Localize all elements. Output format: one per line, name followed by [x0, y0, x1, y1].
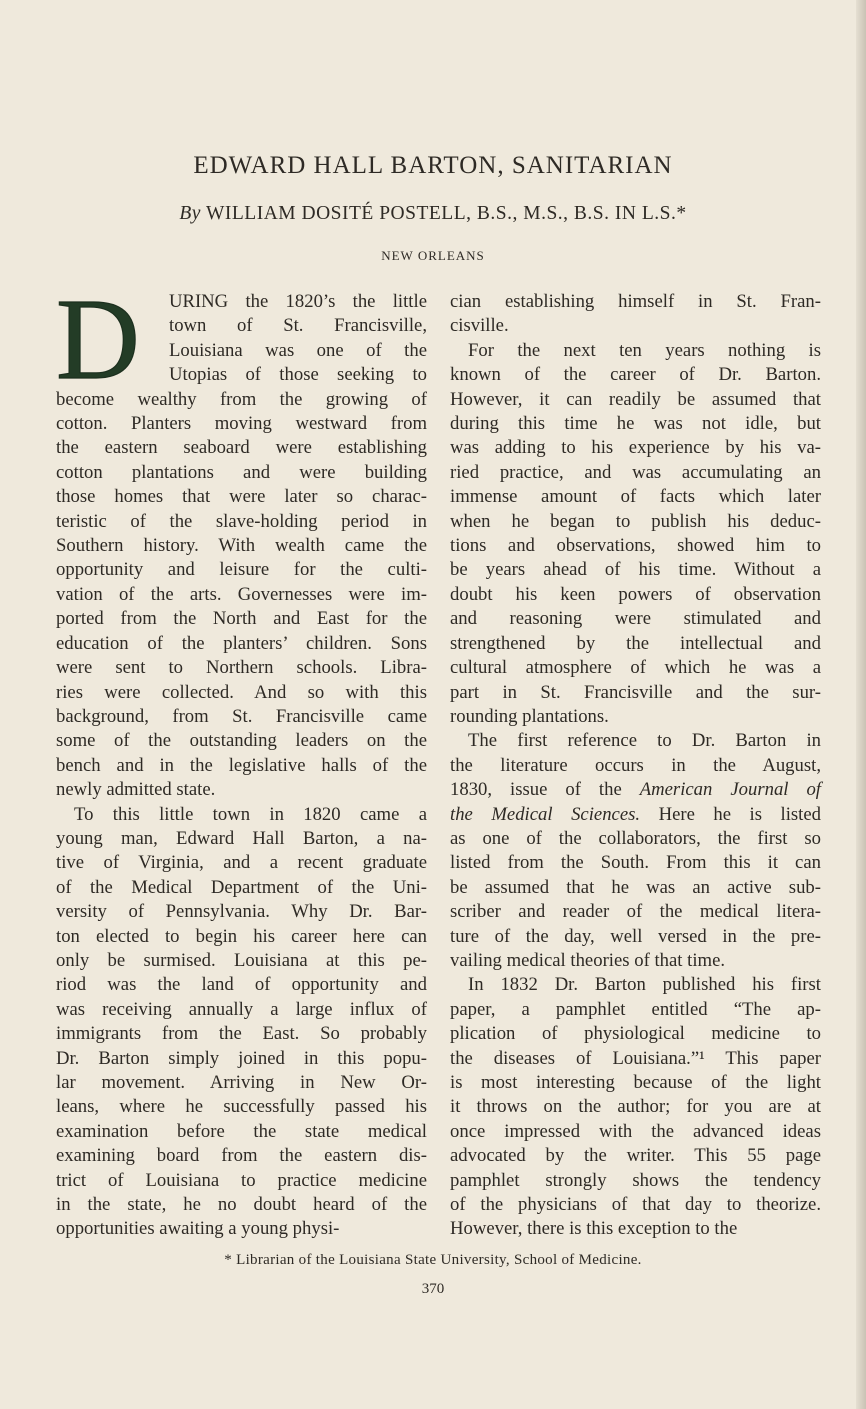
text-line: only be surmised. Louisiana at this pe-: [56, 949, 427, 971]
text-line: the Medical Sciences. Here he is listed: [450, 803, 821, 825]
byline: [0, 203, 866, 225]
text-line: Utopias of those seeking to: [169, 364, 427, 386]
text-line: tions and observations, showed him to: [450, 535, 821, 557]
text-line: newly admitted state.: [56, 779, 216, 801]
text-line: teristic of the slave-holding period in: [56, 510, 427, 532]
text-line: some of the outstanding leaders on the: [56, 730, 427, 752]
text-line: known of the career of Dr. Barton.: [450, 364, 821, 386]
text-line: town of St. Francisville,: [169, 315, 427, 337]
text-line: once impressed with the advanced ideas: [450, 1120, 821, 1142]
text-line: of the physicians of that day to theorize.: [450, 1194, 821, 1216]
text-line: advocated by the writer. This 55 page: [450, 1145, 821, 1167]
text-line: ture of the day, well versed in the pre-: [450, 925, 821, 947]
text-line: immense amount of facts which later: [450, 486, 821, 508]
text-line: For the next ten years nothing is: [468, 339, 821, 361]
text-line: immigrants from the East. So probably: [56, 1023, 427, 1045]
text-line: leans, where he successfully passed his: [56, 1096, 427, 1118]
text-line: rounding plantations.: [450, 705, 609, 727]
text-line: plication of physiological medicine to: [450, 1023, 821, 1045]
text-line: during this time he was not idle, but: [450, 413, 821, 435]
text-line: tive of Virginia, and a recent graduate: [56, 852, 427, 874]
text-line: were sent to Northern schools. Libra-: [56, 657, 427, 679]
text-line: doubt his keen powers of observation: [450, 583, 821, 605]
text-line: when he began to publish his deduc-: [450, 510, 821, 532]
text-line: ried practice, and was accumulating an: [450, 461, 821, 483]
text-line: background, from St. Francisville came: [56, 705, 427, 727]
text-line: trict of Louisiana to practice medicine: [56, 1169, 427, 1191]
text-line: examining board from the eastern dis-: [56, 1145, 427, 1167]
text-line: education of the planters’ children. Sons: [56, 632, 427, 654]
text-line: the diseases of Louisiana.”¹ This paper: [450, 1047, 821, 1069]
text-line: young man, Edward Hall Barton, a na-: [56, 827, 427, 849]
text-line: cotton. Planters moving westward from: [56, 413, 427, 435]
text-line: the eastern seaboard were establishing: [56, 437, 427, 459]
text-line: Louisiana was one of the: [169, 339, 427, 361]
text-line: is most interesting because of the light: [450, 1072, 821, 1093]
text-line: However, there is this exception to the: [450, 1218, 738, 1240]
text-line: was receiving annually a large influx of: [56, 998, 427, 1020]
text-line: ries were collected. And so with this: [56, 681, 427, 703]
text-line: Southern history. With wealth came the: [56, 535, 427, 557]
text-line: cultural atmosphere of which he was a: [450, 657, 821, 679]
footnote: * Librarian of the Louisiana State University, School of Medicine.: [224, 1252, 642, 1268]
text-line: However, it can readily be assumed that: [450, 388, 821, 410]
text-line: ported from the North and East for the: [56, 608, 427, 630]
text-line: examination before the state medical: [56, 1120, 427, 1142]
byline-prefix: By: [179, 203, 201, 224]
text-line: strengthened by the intellectual and: [450, 632, 821, 654]
text-line: opportunities awaiting a young physi-: [56, 1218, 340, 1240]
text-line: scriber and reader of the medical litera-: [450, 901, 821, 923]
text-line: URING the 1820’s the little: [169, 291, 427, 312]
text-line: be assumed that he was an active sub-: [450, 876, 821, 898]
text-line: pamphlet strongly shows the tendency: [450, 1169, 821, 1191]
text-line: part in St. Francisville and the sur-: [450, 681, 821, 703]
text-line: those homes that were later so charac-: [56, 486, 427, 508]
text-line: opportunity and leisure for the culti-: [56, 559, 427, 581]
text-line: cian establishing himself in St. Fran-: [450, 291, 821, 312]
text-line: 1830, issue of the American Journal of: [450, 779, 821, 801]
text-line: vation of the arts. Governesses were im-: [56, 583, 427, 605]
text-line: Dr. Barton simply joined in this popu-: [56, 1047, 427, 1069]
text-line: and reasoning were stimulated and: [450, 608, 821, 630]
text-line: as one of the collaborators, the first so: [450, 827, 821, 849]
text-line: bench and in the legislative halls of the: [56, 754, 427, 776]
text-line: versity of Pennsylvania. Why Dr. Bar-: [56, 901, 427, 923]
text-line: it throws on the author; for you are at: [450, 1096, 821, 1118]
text-line: ton elected to begin his career here can: [56, 925, 427, 947]
text-line: of the Medical Department of the Uni-: [56, 876, 427, 898]
article-title: EDWARD HALL BARTON, SANITARIAN: [193, 152, 673, 179]
author-name: WILLIAM DOSITÉ POSTELL, B.S., M.S., B.S. IN L.S.*: [206, 203, 687, 224]
text-line: in the state, he no doubt heard of the: [56, 1194, 427, 1216]
text-line: listed from the South. From this it can: [450, 852, 821, 874]
left-column: [56, 290, 427, 1242]
text-line: become wealthy from the growing of: [56, 388, 427, 410]
text-line: The first reference to Dr. Barton in: [468, 730, 821, 752]
text-line: cotton plantations and were building: [56, 461, 427, 483]
text-line: was adding to his experience by his va-: [450, 437, 821, 459]
text-line: riod was the land of opportunity and: [56, 974, 427, 996]
text-line: the literature occurs in the August,: [450, 754, 821, 776]
drop-cap-letter: D: [56, 292, 140, 382]
page-number: 370: [421, 1281, 445, 1297]
text-line: vailing medical theories of that time.: [450, 949, 726, 971]
text-line: In 1832 Dr. Barton published his first: [468, 974, 821, 996]
text-line: cisville.: [450, 315, 509, 337]
text-line: lar movement. Arriving in New Or-: [56, 1072, 427, 1093]
text-line: be years ahead of his time. Without a: [450, 559, 821, 581]
text-line: paper, a pamphlet entitled “The ap-: [450, 998, 821, 1020]
text-line: To this little town in 1820 came a: [74, 803, 427, 825]
location: NEW ORLEANS: [381, 248, 485, 263]
right-column: [450, 290, 821, 1242]
